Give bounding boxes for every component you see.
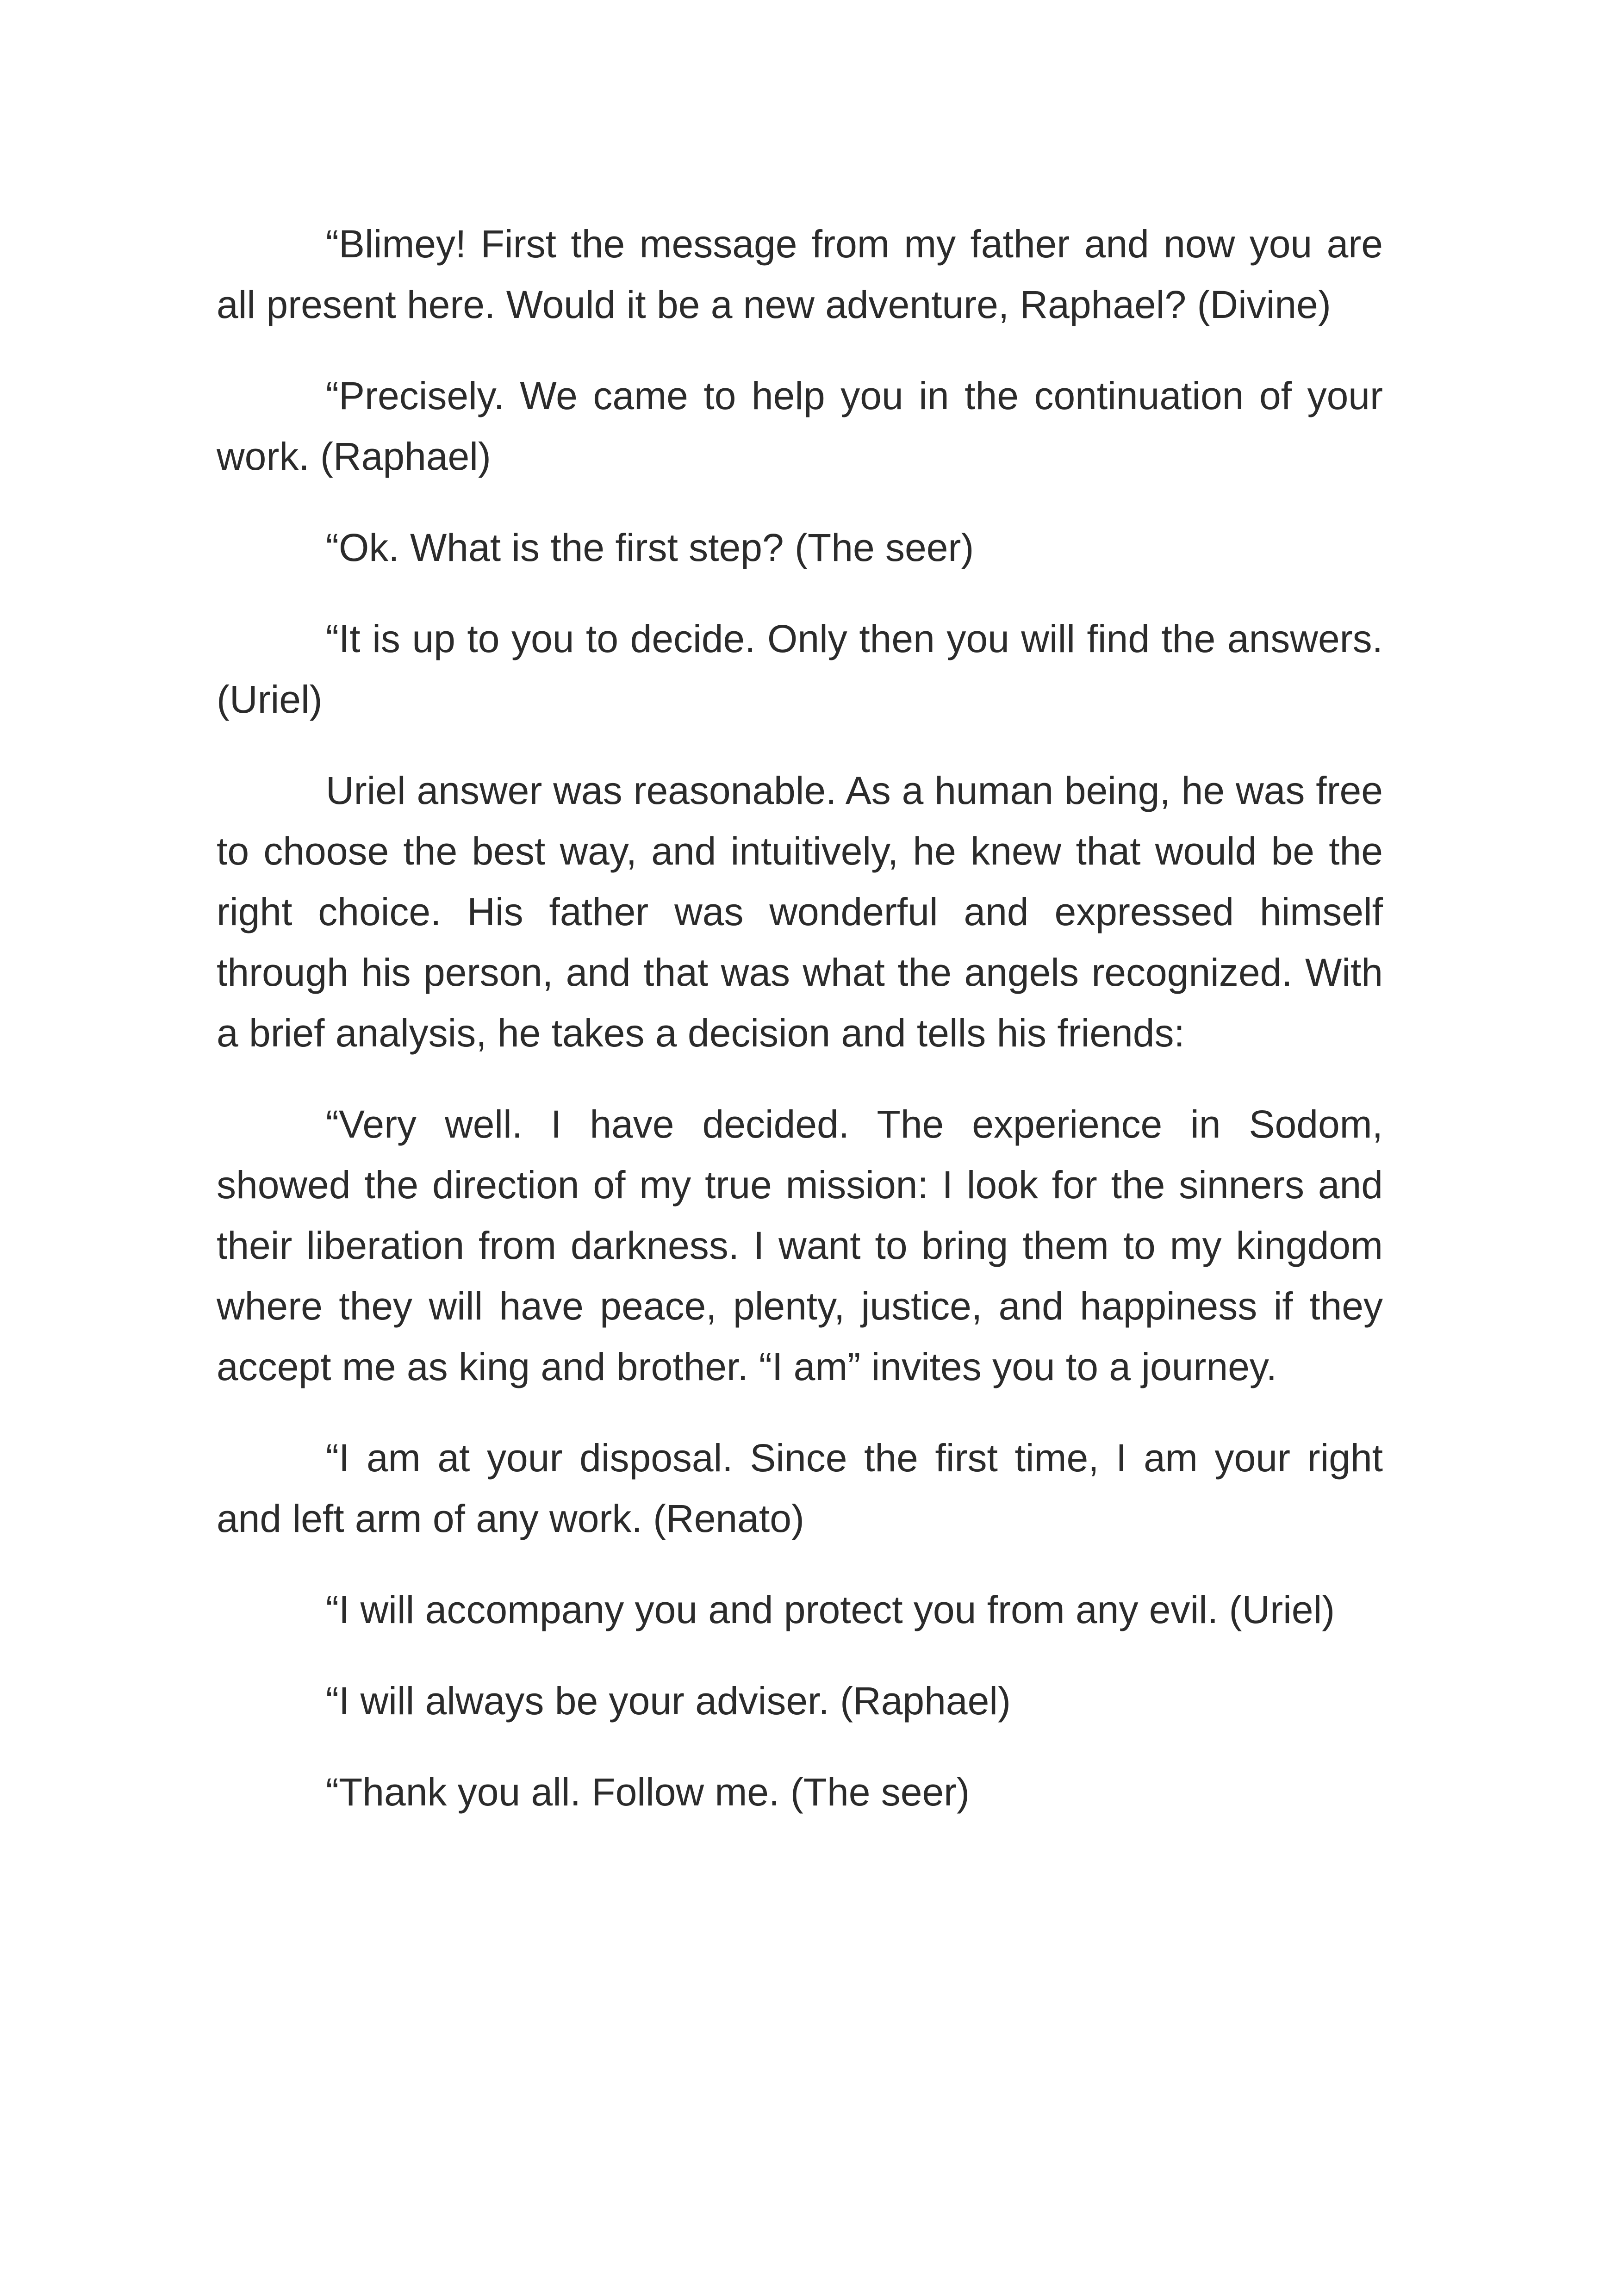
paragraph-seer-decision: “Very well. I have decided. The experience in Sodom, showed the direction of my true mission: I look for the sinners and their liberation from darkness. I want to bring them to my kingdom where they will have peace, plenty, justice, and happiness if they accept me as king and brother. “I am” invites you to a journey. <box>217 1102 1383 1388</box>
paragraph-raphael-reply: “Precisely. We came to help you in the continuation of your work. (Raphael) <box>217 374 1383 478</box>
paragraph-raphael-promise: “I will always be your adviser. (Raphael) <box>326 1679 1011 1723</box>
paragraph-seer-thanks: “Thank you all. Follow me. (The seer) <box>326 1770 970 1814</box>
paragraph-seer-question: “Ok. What is the first step? (The seer) <box>326 526 974 569</box>
body-text <box>217 214 1383 1853</box>
paragraph-divine-question: “Blimey! First the message from my father and now you are all present here. Would it be a new adventure, Raphael? (Divine) <box>217 222 1383 326</box>
paragraph-narration: Uriel answer was reasonable. As a human being, he was free to choose the best way, and intuitively, he knew that would be the right choice. His father was wonderful and expressed himself through his person, and that was what the angels recognized. With a brief analysis, he takes a decision and tells his friends: <box>217 769 1383 1055</box>
paragraph-renato-reply: “I am at your disposal. Since the first time, I am your right and left arm of any work. (Renato) <box>217 1436 1383 1540</box>
paragraph-uriel-promise: “I will accompany you and protect you from any evil. (Uriel) <box>326 1588 1335 1631</box>
paragraph-uriel-reply: “It is up to you to decide. Only then you will find the answers. (Uriel) <box>217 617 1383 721</box>
